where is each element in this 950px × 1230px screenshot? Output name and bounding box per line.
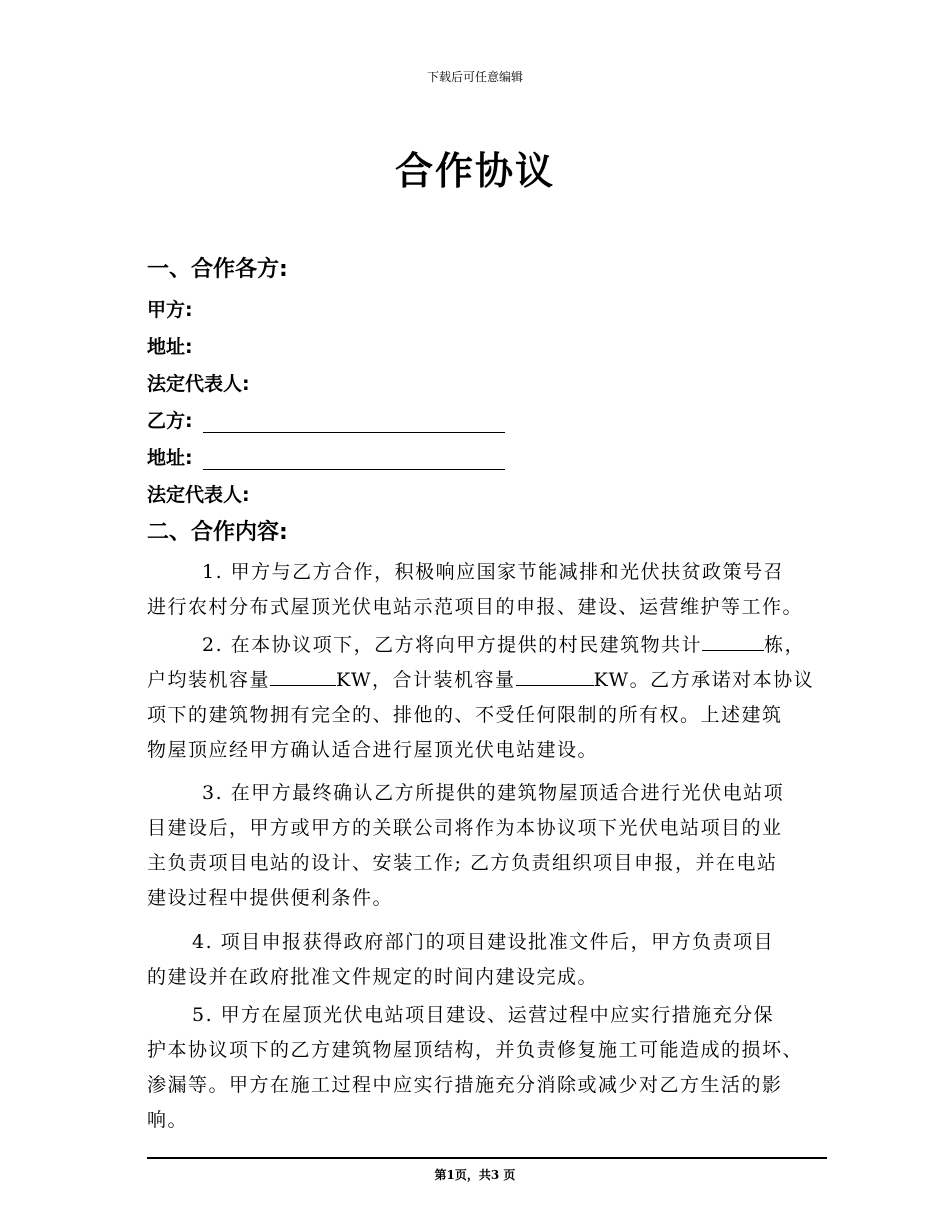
buildings-count-blank — [702, 630, 764, 651]
page-header: 下载后可任意编辑 — [426, 70, 523, 84]
page-number: 第1页，共3 页 — [434, 1168, 516, 1182]
party-b-label: 乙方: — [147, 406, 505, 433]
clause-5 — [147, 998, 827, 1138]
clause-line: 项下的建筑物拥有完全的、排他的、不受任何限制的所有权。上述建筑 — [147, 704, 783, 726]
party-b-representative: 法定代表人: — [147, 484, 250, 506]
party-a-representative: 法定代表人: — [147, 373, 250, 395]
clause-line: 建设过程中提供便利条件。 — [147, 887, 394, 909]
section-parties-heading: 一、合作各方: — [147, 257, 288, 282]
party-a-label: 甲方: — [147, 299, 193, 321]
clause-line: 护本协议项下的乙方建筑物屋顶结构，并负责修复施工可能造成的损坏、 — [147, 1039, 804, 1061]
clause-line: 3. 在甲方最终确认乙方所提供的建筑物屋顶适合进行光伏电站项 — [202, 782, 785, 804]
clause-line: 1. 甲方与乙方合作，积极响应国家节能减排和光伏扶贫政策号召 — [202, 561, 785, 583]
document-title: 合作协议 — [394, 149, 555, 193]
clause-3 — [147, 776, 827, 916]
clause-line: 物屋顶应经甲方确认适合进行屋顶光伏电站建设。 — [147, 739, 599, 761]
party-b-address: 地址: — [147, 443, 505, 470]
avg-capacity-blank — [270, 665, 336, 686]
clause-line: 4. 项目申报获得政府部门的项目建设批准文件后，甲方负责项目 — [192, 931, 775, 953]
clause-line: 主负责项目电站的设计、安装工作; 乙方负责组织项目申报，并在电站 — [147, 852, 778, 874]
clause-4 — [147, 925, 827, 995]
party-a-address: 地址: — [147, 336, 193, 358]
footer-rule — [147, 1157, 827, 1159]
clause-line: 的建设并在政府批准文件规定的时间内建设完成。 — [147, 966, 599, 988]
party-b-address-blank — [203, 449, 505, 470]
total-capacity-blank — [516, 665, 594, 686]
clause-1 — [147, 555, 827, 625]
clause-line: 目建设后，甲方或甲方的关联公司将作为本协议项下光伏电站项目的业 — [147, 817, 783, 839]
clause-line: 进行农村分布式屋顶光伏电站示范项目的申报、建设、运营维护等工作。 — [147, 596, 804, 618]
clause-line: 渗漏等。甲方在施工过程中应实行措施充分消除或减少对乙方生活的影 — [147, 1074, 783, 1096]
party-b-blank — [203, 412, 505, 433]
section-content-heading: 二、合作内容: — [147, 520, 288, 545]
clause-line: 户均装机容量 KW，合计装机容量 KW。乙方承诺对本协议 — [147, 663, 827, 698]
clause-line: 响。 — [147, 1109, 189, 1131]
clause-line: 5. 甲方在屋顶光伏电站项目建设、运营过程中应实行措施充分保 — [192, 1004, 775, 1026]
clause-line: 2. 在本协议项下，乙方将向甲方提供的村民建筑物共计 栋， — [147, 628, 827, 663]
clause-2 — [147, 628, 827, 768]
